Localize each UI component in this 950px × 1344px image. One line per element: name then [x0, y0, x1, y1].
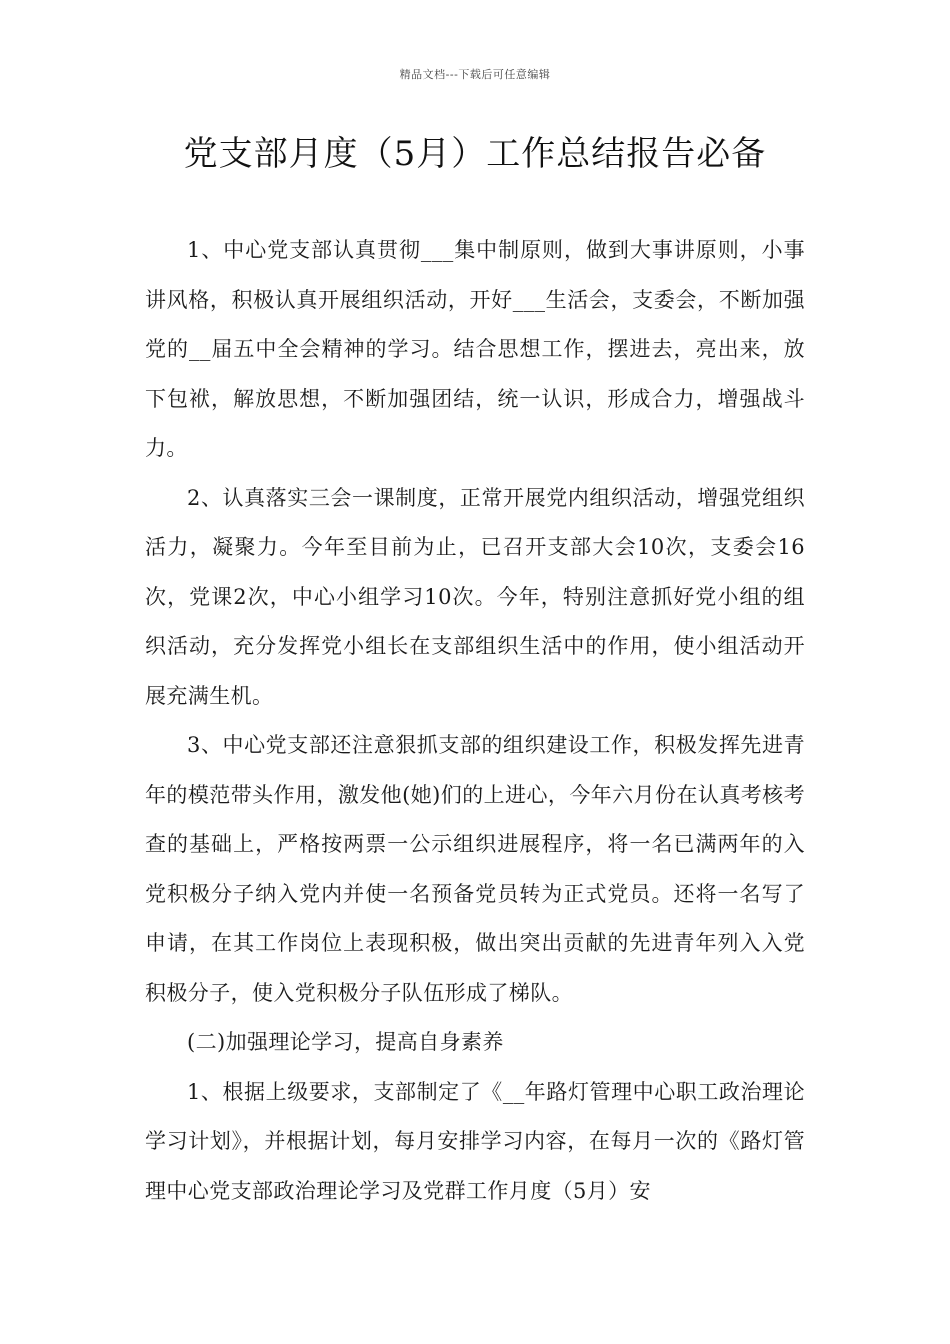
paragraph-4: 1、根据上级要求，支部制定了《__年路灯管理中心职工政治理论学习计划》，并根据计划，每月安排学习内容，在每月一次的《路灯管理中心党支部政治理论学习及党群工作月度（5月）安	[145, 1079, 805, 1203]
header-note: 精品文档---下载后可任意编辑	[399, 68, 551, 81]
document-title: 党支部月度（5月）工作总结报告必备	[183, 134, 767, 174]
section-heading: (二)加强理论学习，提高自身素养	[187, 1030, 504, 1054]
paragraph-2: 2、认真落实三会一课制度，正常开展党内组织活动，增强党组织活力，凝聚力。今年至目前为止，已召开支部大会10次，支委会16次，党课2次，中心小组学习10次。今年，特别注意抓好党小组的组织活动，充分发挥党小组长在支部组织生活中的作用，使小组活动开展充满生机。	[145, 485, 805, 708]
paragraph-3: 3、中心党支部还注意狠抓支部的组织建设工作，积极发挥先进青年的模范带头作用，激发他(她)们的上进心，今年六月份在认真考核考查的基础上，严格按两票一公示组织进展程序，将一名已满两年的入党积极分子纳入党内并使一名预备党员转为正式党员。还将一名写了申请，在其工作岗位上表现积极，做出突出贡献的先进青年列入入党积极分子，使入党积极分子队伍形成了梯队。	[145, 733, 805, 1005]
document-body	[145, 226, 805, 1216]
paragraph-1: 1、中心党支部认真贯彻___集中制原则，做到大事讲原则，小事讲风格，积极认真开展组织活动，开好___生活会，支委会，不断加强党的__届五中全会精神的学习。结合思想工作，摆进去，亮出来，放下包袱，解放思想，不断加强团结，统一认识，形成合力，增强战斗力。	[145, 238, 805, 460]
